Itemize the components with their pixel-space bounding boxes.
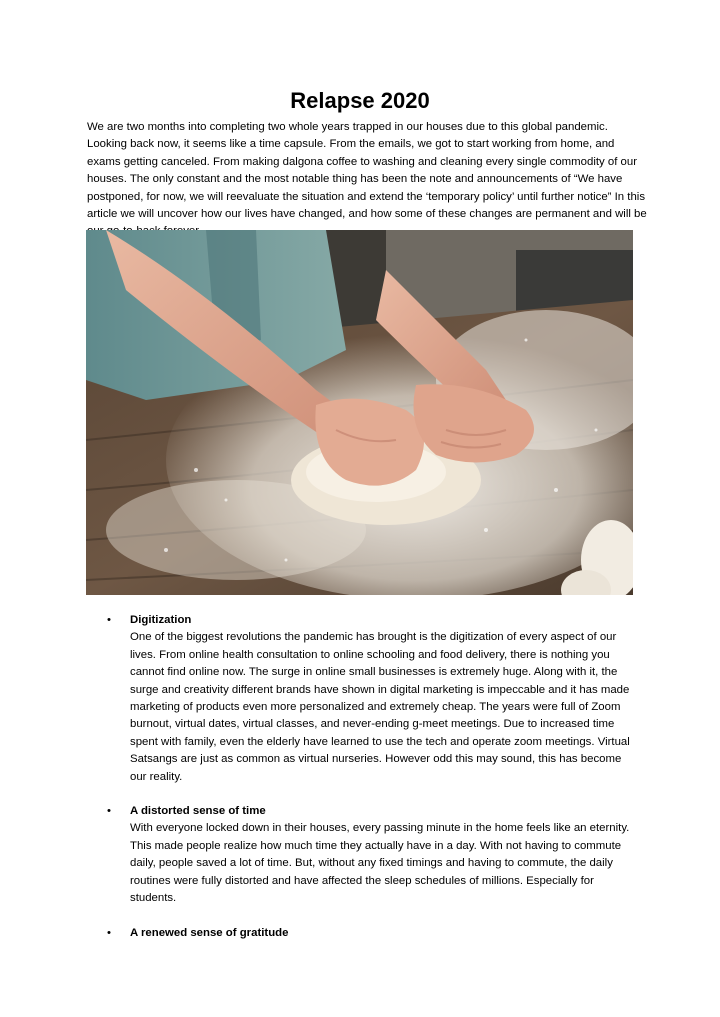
bullet-list (0, 612, 720, 942)
list-item-digitization (0, 612, 720, 786)
section-heading: A distorted sense of time (130, 805, 266, 818)
section-body: With everyone locked down in their houses, every passing minute in the home feels like an eternity. This made people realize how much time they actually have in a day. With not having to commute daily, people saved a lot of time. But, without any fixed timings and having to commute, the daily routines were fully distorted and have affected the sleep schedules of millions. Especially for students. (130, 822, 630, 905)
list-spacer (0, 786, 720, 803)
section-heading: Digitization (130, 614, 192, 626)
bullet-dot: • (107, 614, 111, 626)
dough-kneading-photo (86, 230, 633, 595)
bullet-dot: • (107, 805, 111, 818)
page-title: Relapse 2020 (290, 88, 430, 113)
section-body: One of the biggest revolutions the pandemic has brought is the digitization of every aspect of our lives. From online health consultation to online schooling and food delivery, there is nothing you cannot find online now. The surge in online small businesses is extremely huge. Along with it, the surge and creativity different brands have shown in digital marketing is impeccable and it has made marketing of products even more personalized and extremely cheap. The years were full of Zoom burnout, virtual dates, virtual classes, and never-ending g-meet meetings. Due to increased time spent with family, even the elderly have learned to use the tech and operate zoom meetings. Virtual Satsangs are just as common as virtual nurseries. However odd this may sound, this has become our reality. (130, 631, 630, 783)
section-heading: A renewed sense of gratitude (130, 926, 289, 939)
list-item-distorted-time (0, 803, 720, 907)
intro-paragraph: We are two months into completing two whole years trapped in our houses due to this global pandemic. Looking back now, it seems like a time capsule. From the emails, we got to start working from home, and exams getting canceled. From making dalgona coffee to washing and cleaning every single commodity of our houses. The only constant and the most notable thing has been the note and announcements of “We have postponed, for now, we will reevaluate the situation and extend the ‘temporary policy’ until further notice” In this article we will uncover how our lives have changed, and how some of these changes are permanent and will be (87, 121, 647, 221)
list-item-gratitude (0, 925, 720, 942)
bullet-dot: • (107, 926, 111, 939)
list-spacer (0, 908, 720, 925)
